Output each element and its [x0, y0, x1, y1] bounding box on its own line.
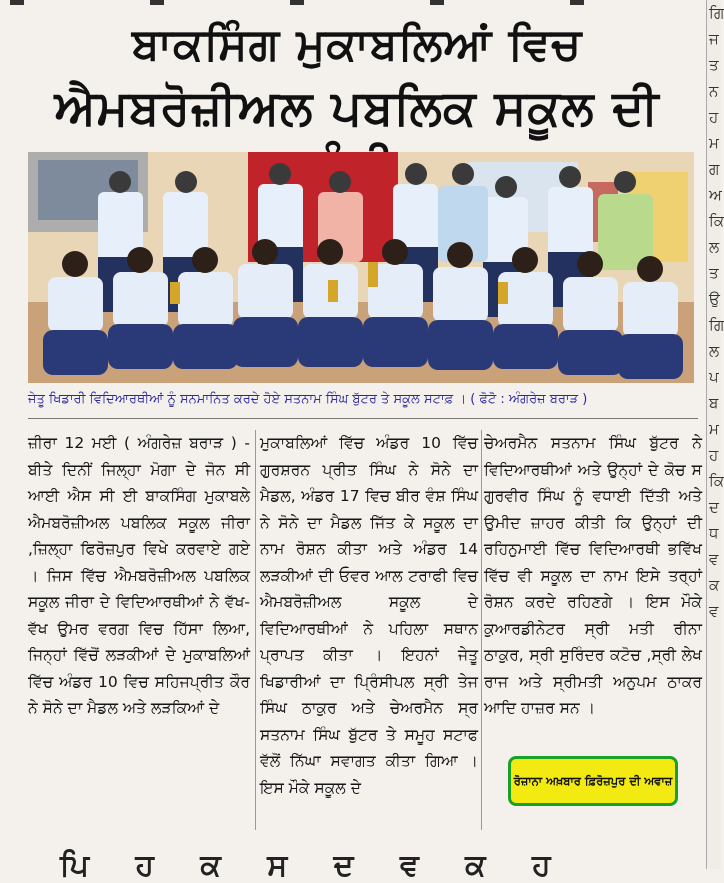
adjacent-column-line: ਦ — [709, 498, 719, 516]
adjacent-column-lines — [707, 0, 724, 624]
adjacent-column-line: ਜ — [709, 30, 719, 48]
adjacent-column-line: ਤ — [709, 264, 719, 282]
adjacent-column-line: ਕ — [709, 576, 720, 594]
adjacent-column-line: ਬ — [709, 394, 719, 412]
adjacent-column-line: ਧ — [709, 524, 719, 542]
adjacent-column-line: ਮ — [709, 420, 719, 438]
adjacent-column-line: ਕਿ — [709, 212, 724, 230]
adjacent-column-line: ਉ — [709, 290, 720, 308]
caption-divider — [28, 418, 698, 419]
column-divider — [255, 430, 256, 830]
article-column-1: ਜ਼ੀਰਾ 12 ਮਈ ( ਅੰਗਰੇਜ਼ ਬਰਾੜ ) - ਬੀਤੇ ਦਿਨੀਂ ਜਿਲ੍ਹਾ ਮੋਗਾ ਦੇ ਜੋਨ ਸੀ ਆਈ ਐਸ ਸੀ ਈ ਬਾਕਸਿੰਗ ਮੁਕਾਬਲੇ ਐਮਬਰੋਜ਼ੀਅਲ ਪਬਲਿਕ ਸਕੂਲ ਜੀਰਾ ,ਜ਼ਿਲ੍ਹਾ ਫਿਰੋਜ਼ਪੁਰ ਵਿਖੇ ਕਰਵਾਏ ਗਏ । ਜਿਸ ਵਿੱਚ ਐਮਬਰੋਜ਼ੀਅਲ ਪਬਲਿਕ ਸਕੂਲ ਜੀਰਾ ਦੇ ਵਿਦਿਆਰਥੀਆਂ ਨੇ ਵੱਖ-ਵੱਖ ਉਮਰ ਵਰਗ ਵਿਚ ਹਿੱਸਾ ਲਿਆ, ਜਿਨ੍ਹਾਂ ਵਿੱਚੋਂ ਲੜਕੀਆਂ ਦੇ ਮੁਕਾਬਲਿਆਂ ਵਿੱਚ ਅੰਡਰ 10 ਵਿਚ ਸਹਿਜਪ੍ਰੀਤ ਕੌਰ ਨੇ ਸੋਨੇ ਦਾ ਮੈਡਲ ਅਤੇ ਲੜਕਿਆਂ ਦੇ — [28, 434, 250, 717]
adjacent-column-line: ਪ — [709, 368, 719, 386]
adjacent-column-line: ਗ — [709, 160, 720, 178]
adjacent-column-line: ਹ — [709, 446, 719, 464]
headline-line-2: ਐਮਬਰੋਜ਼ੀਅਲ ਪਬਲਿਕ ਸਕੂਲ ਦੀ — [54, 80, 660, 136]
group-photo-illustration — [28, 152, 694, 383]
badge-text: ਰੋਜ਼ਾਨਾ ਅਖ਼ਬਾਰ ਫ਼ਿਰੋਜ਼ਪੁਰ ਦੀ ਅਵਾਜ਼ — [513, 773, 673, 788]
adjacent-column-line: ਲ — [709, 342, 720, 360]
news-photo — [28, 152, 694, 383]
next-headline-fragment: ਪਿ ਹ ਕ ਸ ਦ ਵ ਕ ਹ — [60, 848, 569, 883]
article-column-3: ਚੇਅਰਮੈਨ ਸਤਨਾਮ ਸਿੰਘ ਬੁੱਟਰ ਨੇ ਵਿਦਿਆਰਥੀਆਂ ਅਤੇ ਉਨ੍ਹਾਂ ਦੇ ਕੋਚ ਸ ਗੁਰਵੀਰ ਸਿੰਘ ਨੂੰ ਵਧਾਈ ਦਿੱਤੀ ਅਤੇ ਉਮੀਦ ਜ਼ਾਹਰ ਕੀਤੀ ਕਿ ਉਨ੍ਹਾਂ ਦੀ ਰਹਿਨੁਮਾਈ ਵਿੱਚ ਵਿਦਿਆਰਥੀ ਭਵਿੱਖ ਵਿੱਚ ਵੀ ਸਕੂਲ ਦਾ ਨਾਮ ਇਸੇ ਤਰ੍ਹਾਂ ਰੋਸ਼ਨ ਕਰਦੇ ਰਹਿਣਗੇ । ਇਸ ਮੌਕੇ ਕੁਆਰਡੀਨੇਟਰ ਸ੍ਰੀ ਮਤੀ ਰੀਨਾ ਠਾਕੁਰ, ਸ੍ਰੀ ਸੁਰਿੰਦਰ ਕਟੋਚ ,ਸ੍ਰੀ ਲੇਖ ਰਾਜ ਅਤੇ ਸ੍ਰੀਮਤੀ ਅਨੁਪਮ ਠਾਕਰ ਆਦਿ ਹਾਜ਼ਰ ਸਨ । — [484, 434, 702, 717]
adjacent-column-line: ਅ — [709, 186, 722, 204]
adjacent-column-line: ਹ — [709, 108, 719, 126]
adjacent-column-line: ਕਿ — [709, 472, 724, 490]
photo-caption: ਜੇਤੂ ਖਿਡਾਰੀ ਵਿਦਿਆਰਥੀਆਂ ਨੂੰ ਸਨਮਾਨਿਤ ਕਰਦੇ ਹੋਏ ਸਤਨਾਮ ਸਿੰਘ ਬੁੱਟਰ ਤੇ ਸਕੂਲ ਸਟਾਫ਼ । ( ਫੋਟੋ : ਅੰਗਰੇਜ਼ ਬਰਾੜ ) — [28, 392, 588, 407]
adjacent-column-line: ਗਿ — [709, 316, 724, 334]
adjacent-column-line: ਤ — [709, 56, 719, 74]
column-divider — [481, 430, 482, 830]
adjacent-column-line: ਮ — [709, 134, 719, 152]
adjacent-column-line: ਲ — [709, 238, 720, 256]
newspaper-badge — [508, 756, 678, 806]
adjacent-column-fragment — [706, 0, 724, 869]
article-column-2: ਮੁਕਾਬਲਿਆਂ ਵਿੱਚ ਅੰਡਰ 10 ਵਿੱਚ ਗੁਰਸ਼ਰਨ ਪ੍ਰੀਤ ਸਿੰਘ ਨੇ ਸੋਨੇ ਦਾ ਮੈਡਲ, ਅੰਡਰ 17 ਵਿਚ ਬੀਰ ਵੰਸ਼ ਸਿੰਘ ਨੇ ਸੋਨੇ ਦਾ ਮੈਡਲ ਜਿੱਤ ਕੇ ਸਕੂਲ ਦਾ ਨਾਮ ਰੋਸ਼ਨ ਕੀਤਾ ਅਤੇ ਅੰਡਰ 14 ਲੜਕੀਆਂ ਦੀ ਓਵਰ ਆਲ ਟਰਾਫੀ ਵਿਚ ਐਮਬਰੋਜ਼ੀਅਲ ਸਕੂਲ ਦੇ ਵਿਦਿਆਰਥੀਆਂ ਨੇ ਪਹਿਲਾ ਸਥਾਨ ਪ੍ਰਾਪਤ ਕੀਤਾ । ਇਹਨਾਂ ਜੇਤੂ ਖਿਡਾਰੀਆਂ ਦਾ ਪ੍ਰਿੰਸੀਪਲ ਸ੍ਰੀ ਤੇਜ ਸਿੰਘ ਠਾਕੁਰ ਅਤੇ ਚੇਅਰਮੈਨ ਸ੍ਰ ਸਤਨਾਮ ਸਿੰਘ ਬੁੱਟਰ ਤੇ ਸਮੂਹ ਸਟਾਫ ਵੱਲੋਂ ਨਿੱਘਾ ਸਵਾਗਤ ਕੀਤਾ ਗਿਆ । ਇਸ ਮੌਕੇ ਸਕੂਲ ਦੇ — [260, 434, 478, 797]
adjacent-column-line: ਨ — [709, 82, 719, 100]
top-edge-fragment — [0, 0, 705, 10]
adjacent-column-line: ਵ — [709, 602, 719, 620]
adjacent-column-line: ਗਿ — [709, 4, 724, 22]
headline-line-1: ਬਾਕਸਿੰਗ ਮੁਕਾਬਲਿਆਂ ਵਿਚ — [131, 19, 583, 70]
adjacent-column-line: ਵ — [709, 550, 719, 568]
